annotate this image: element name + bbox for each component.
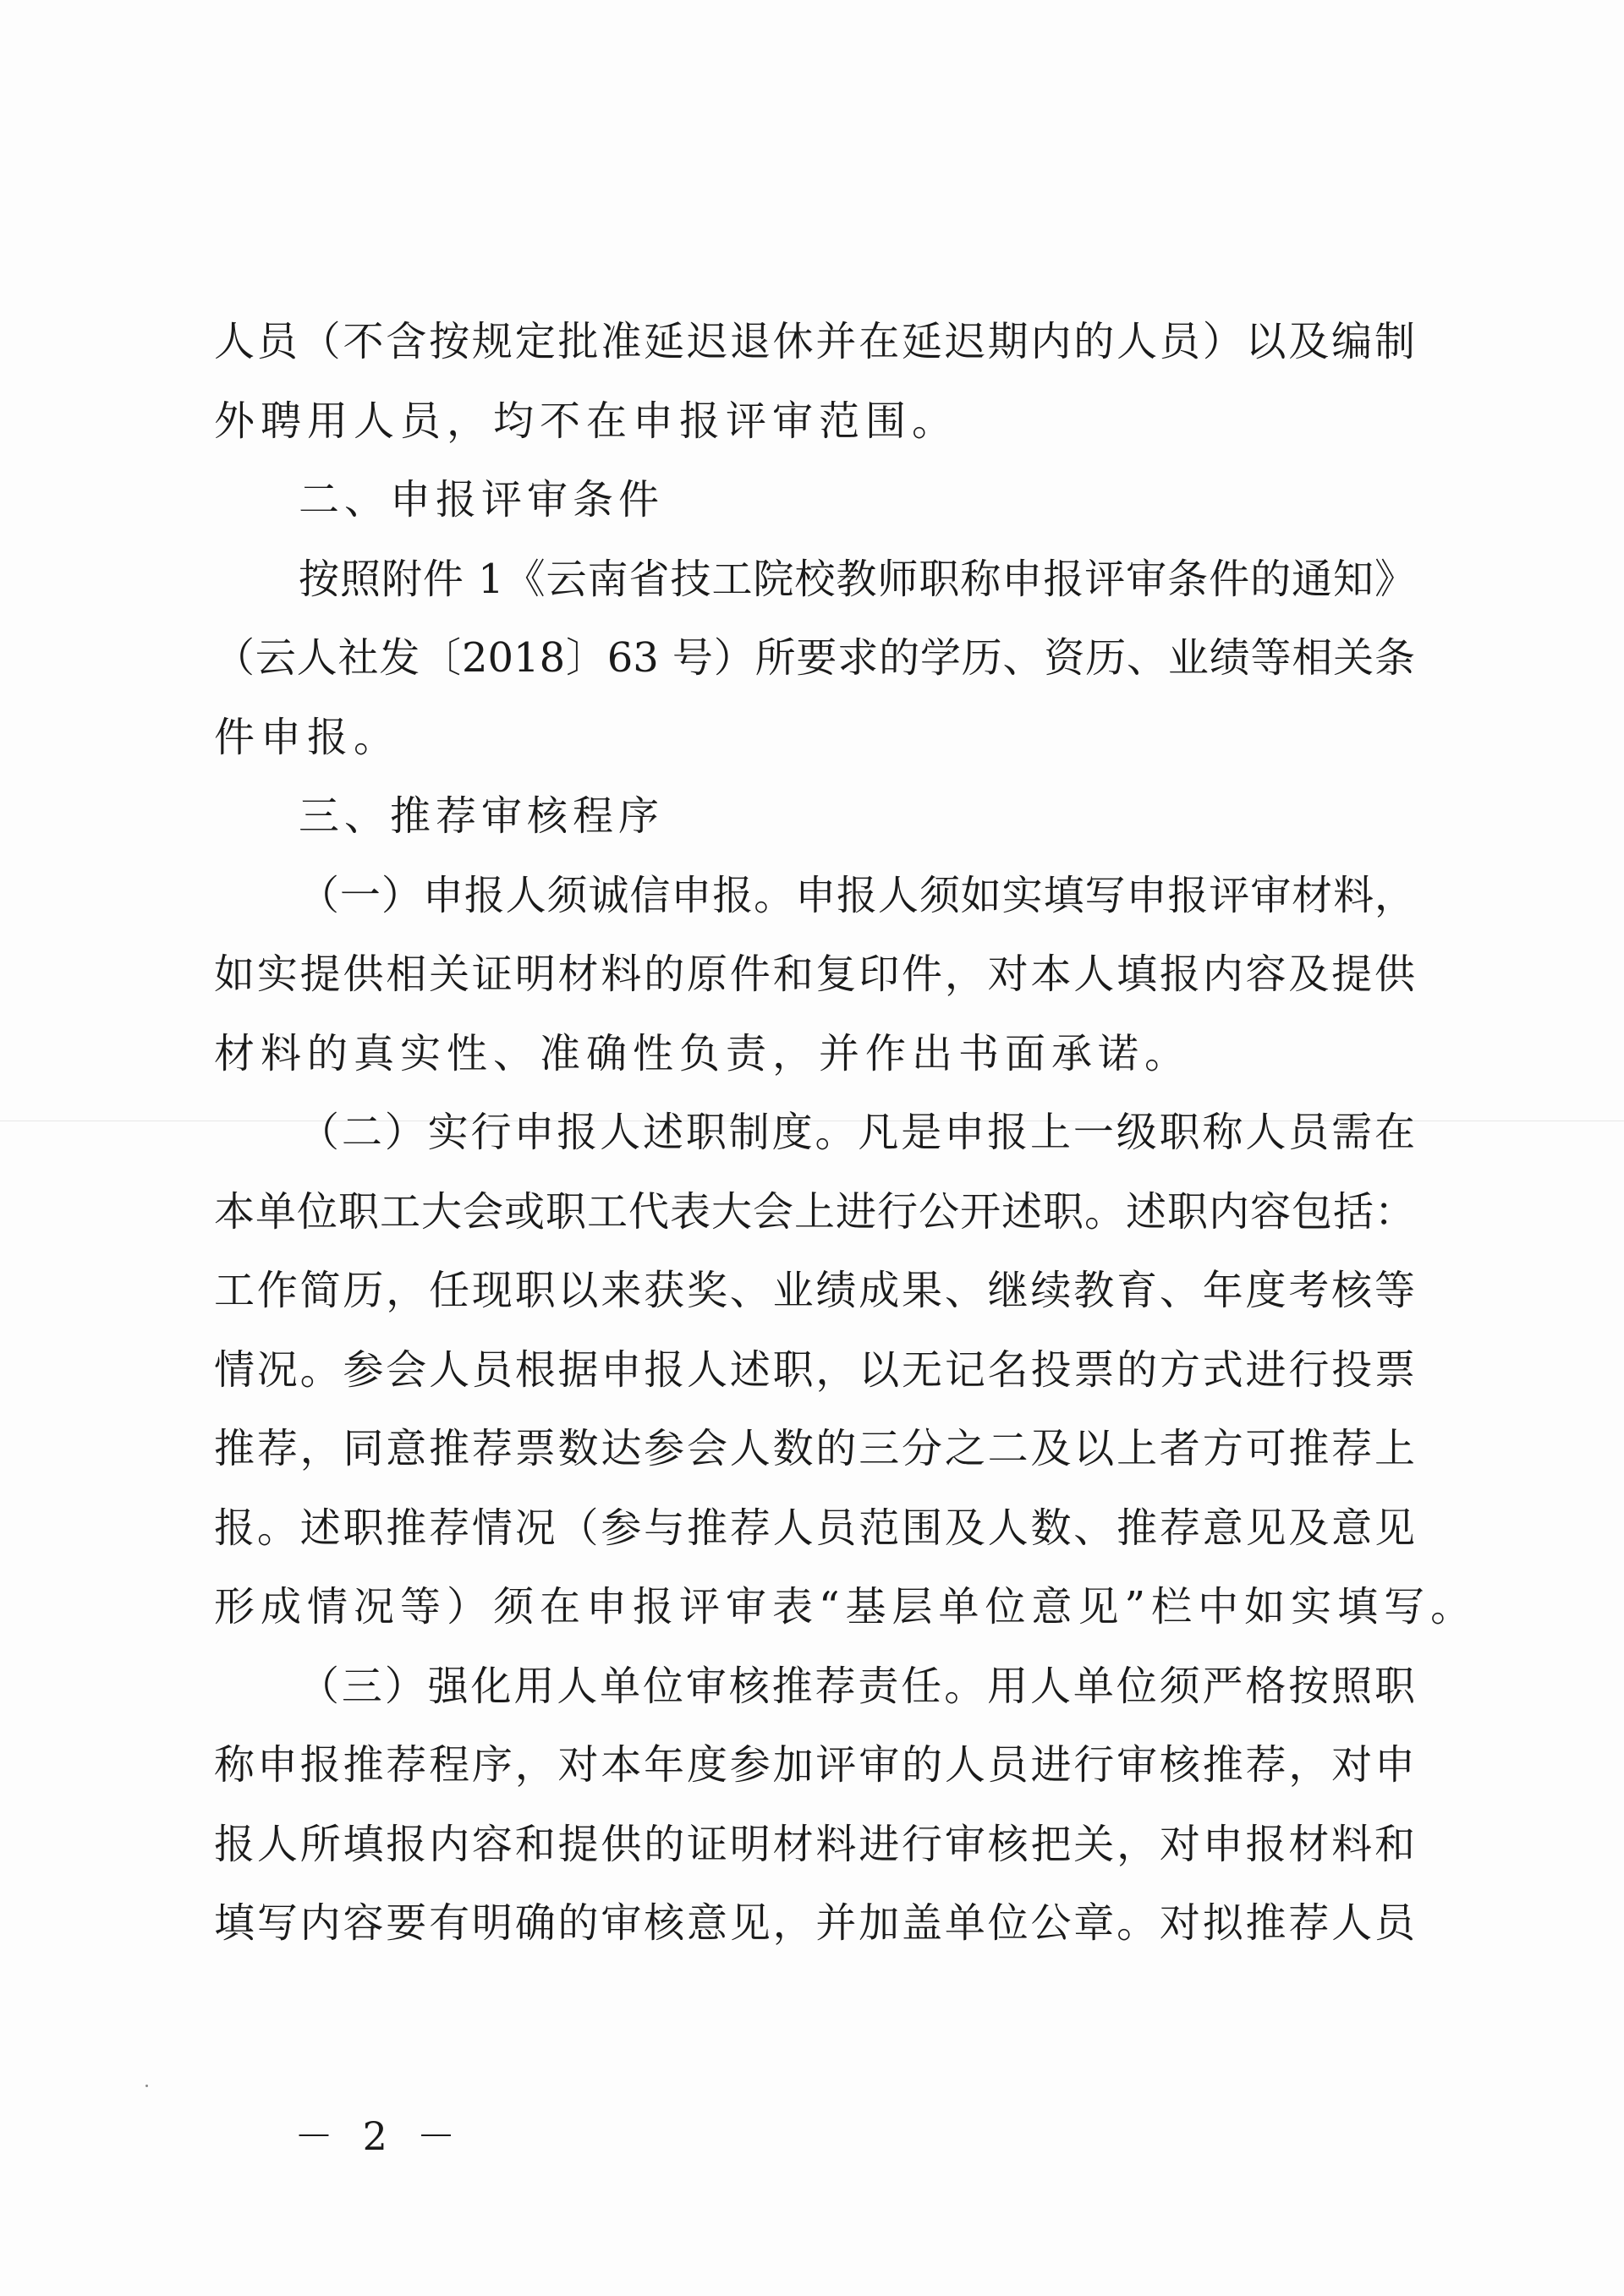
paragraph-line: 称申报推荐程序，对本年度参加评审的人员进行审核推荐，对申: [214, 1741, 1415, 1789]
paragraph-line: 工作简历，任现职以来获奖、业绩成果、继续教育、年度考核等: [214, 1267, 1415, 1314]
paragraph-line: 如实提供相关证明材料的原件和复印件，对本人填报内容及提供: [214, 951, 1415, 998]
paragraph-line: 形成情况等）须在申报评审表“基层单位意见”栏中如实填写。: [214, 1583, 1478, 1630]
paragraph-line: 人员（不含按规定批准延迟退休并在延迟期内的人员）以及编制: [214, 318, 1415, 365]
paragraph-line: 情况。参会人员根据申报人述职，以无记名投票的方式进行投票: [214, 1345, 1415, 1394]
section-heading: 三、推荐审核程序: [299, 792, 665, 840]
paragraph-line: 填写内容要有明确的审核意见，并加盖单位公章。对拟推荐人员: [214, 1899, 1415, 1947]
paragraph-line: 按照附件 1《云南省技工院校教师职称申报评审条件的通知》: [299, 555, 1415, 603]
paragraph-line: （云人社发〔2018〕63 号）所要求的学历、资历、业绩等相关条: [214, 634, 1415, 682]
paragraph-line: 报人所填报内容和提供的证明材料进行审核把关，对申报材料和: [214, 1820, 1415, 1868]
paragraph-line: 推荐，同意推荐票数达参会人数的三分之二及以上者方可推荐上: [214, 1425, 1415, 1472]
paragraph-line: 外聘用人员，均不在申报评审范围。: [214, 397, 959, 445]
paragraph-line: 件申报。: [214, 713, 401, 761]
page-number: － 2 －: [294, 2113, 464, 2159]
section-heading: 二、申报评审条件: [299, 476, 665, 523]
scan-artifact-dot: [145, 2085, 148, 2087]
paragraph-line: 本单位职工大会或职工代表大会上进行公开述职。述职内容包括：: [214, 1187, 1415, 1236]
paragraph-line: （二）实行申报人述职制度。凡是申报上一级职称人员需在: [299, 1109, 1415, 1156]
paragraph-line: （一）申报人须诚信申报。申报人须如实填写申报评审材料，: [299, 871, 1415, 919]
paragraph-line: （三）强化用人单位审核推荐责任。用人单位须严格按照职: [299, 1662, 1415, 1710]
paragraph-line: 材料的真实性、准确性负责，并作出书面承诺。: [214, 1029, 1192, 1077]
paragraph-line: 报。述职推荐情况（参与推荐人员范围及人数、推荐意见及意见: [214, 1504, 1415, 1552]
document-body: [214, 303, 1478, 1964]
